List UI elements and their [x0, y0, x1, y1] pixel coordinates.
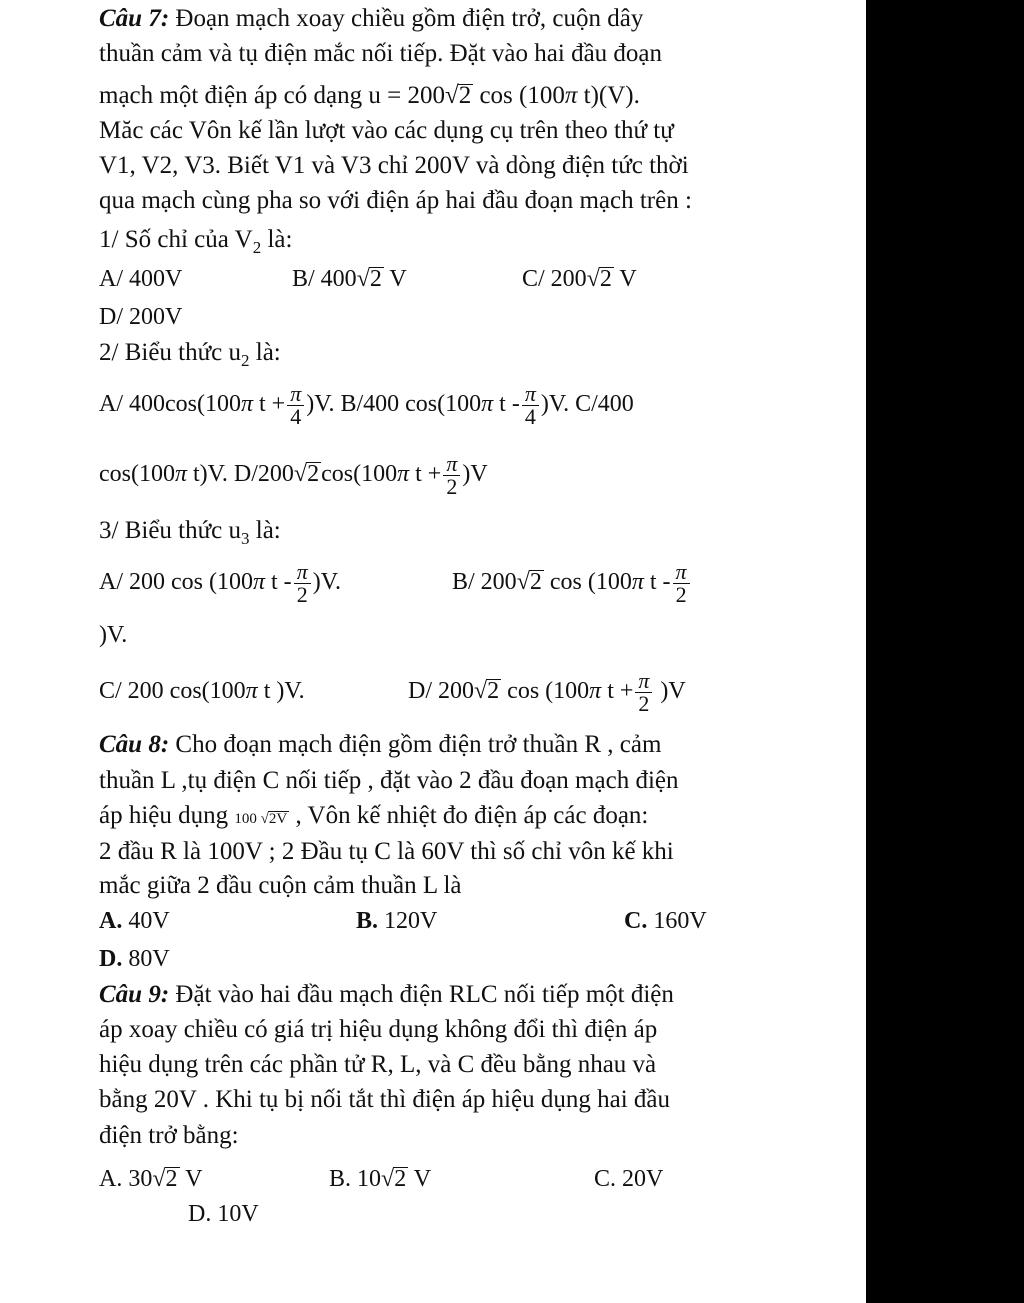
sqrt-symbol: √: [152, 1166, 166, 1192]
pi-symbol: π: [252, 569, 266, 595]
q8-line-5: mắc giữa 2 đầu cuộn cảm thuần L là: [99, 872, 462, 899]
option-unit: V: [383, 266, 407, 292]
q8-option-d[interactable]: [99, 944, 170, 974]
sqrt-arg: 2: [458, 82, 472, 109]
option-unit: V: [408, 1166, 432, 1192]
q8-option-c[interactable]: [624, 906, 707, 936]
q9-line-5: điện trở bằng:: [99, 1122, 239, 1149]
pi-symbol: π: [481, 391, 494, 417]
q8-line-1: [99, 730, 661, 760]
pi-symbol: π: [564, 82, 578, 109]
pi-symbol: π: [631, 569, 644, 595]
q8-line-4: 2 đầu R là 100V ; 2 Đầu tụ C là 60V thì số chỉ vôn kế khi: [99, 838, 674, 865]
option-text: t +: [601, 678, 634, 704]
q7-text-3b: cos (100: [473, 82, 565, 109]
q8-label: Câu 8:: [99, 731, 170, 758]
option-text: t -: [265, 569, 292, 595]
q7-s1-option-a[interactable]: A/ 400V: [99, 266, 183, 292]
q9-option-d[interactable]: D. 10V: [188, 1201, 259, 1227]
option-unit: V: [179, 1166, 203, 1192]
sqrt-arg: 2: [307, 461, 320, 487]
q7-label: Câu 7:: [99, 5, 170, 32]
option-text: )V: [462, 461, 488, 487]
option-text: )V. C/400: [540, 391, 634, 417]
option-text: A/ 400cos(100: [99, 391, 241, 417]
option-letter: C.: [624, 908, 648, 934]
fraction: $\frac{\pi}{4}$: [522, 383, 539, 428]
sqrt-symbol: √: [586, 266, 600, 292]
q9-label: Câu 9:: [99, 981, 170, 1008]
q7-s3-option-d[interactable]: [408, 667, 686, 715]
option-text: B. 10: [329, 1166, 382, 1192]
sqrt-arg: 2: [599, 266, 612, 292]
sqrt-symbol: √: [260, 811, 269, 827]
q8-text-1: Cho đoạn mạch điện gồm điện trở thuần R , cảm: [169, 731, 662, 758]
option-text: )V.: [312, 569, 341, 595]
q7-line-5: V1, V2, V3. Biết V1 và V3 chỉ 200V và dòng điện tức thời: [99, 152, 689, 179]
q7-text-3c: t)(V).: [577, 82, 640, 109]
q7-sub1-heading: [99, 225, 292, 255]
q7-s3-option-c[interactable]: [99, 667, 305, 715]
sqrt-arg: 2V: [268, 811, 288, 827]
option-text: B/ 200: [452, 569, 517, 595]
option-text: C/ 200: [522, 266, 587, 292]
q9-option-c[interactable]: C. 20V: [594, 1166, 664, 1192]
option-text: )V. B/400 cos(100: [306, 391, 482, 417]
option-text: t)V. D/200: [187, 461, 294, 487]
q7-s1-option-b[interactable]: [292, 264, 407, 294]
option-letter: A.: [99, 908, 123, 934]
q7-s2-line-1[interactable]: [99, 380, 634, 428]
q7-sub3-text-end: là:: [249, 517, 281, 544]
q7-sub1-text: 1/ Số chỉ của V: [99, 226, 253, 253]
q7-sub2-text: 2/ Biểu thức u: [99, 339, 242, 366]
q7-line-4: Măc các Vôn kế lần lượt vào các dụng cụ trên theo thứ tự: [99, 117, 674, 144]
q7-line-1: [99, 4, 643, 34]
option-text: C/ 200 cos(100: [99, 678, 246, 704]
option-text: )V: [654, 678, 686, 704]
sqrt-symbol: √: [356, 266, 370, 292]
fraction: $\frac{\pi}{2}$: [673, 561, 690, 606]
sqrt-arg: 2: [369, 266, 382, 292]
q7-line-6: qua mạch cùng pha so với điện áp hai đầu đoạn mạch trên :: [99, 187, 692, 214]
q8-option-a[interactable]: [99, 906, 170, 936]
sqrt-arg: 2: [165, 1166, 178, 1192]
option-letter: D.: [99, 946, 123, 972]
sqrt-symbol: √: [474, 678, 488, 704]
subscript: 2: [241, 351, 250, 370]
small-formula: [234, 811, 289, 827]
q7-sub3-heading: [99, 516, 281, 546]
option-text: 80V: [122, 946, 170, 972]
q7-text-3a: mạch một điện áp có dạng u = 200: [99, 82, 445, 109]
option-text: t -: [643, 569, 671, 595]
sqrt-symbol: √: [293, 461, 308, 487]
small-formula-number: 100: [234, 811, 257, 827]
option-text: cos(100: [99, 461, 175, 487]
q7-sub2-heading: [99, 338, 281, 368]
q7-line-3: [99, 81, 640, 111]
pi-symbol: π: [589, 678, 602, 704]
q7-s1-option-d[interactable]: D/ 200V: [99, 304, 183, 330]
q7-s2-line-2[interactable]: [99, 450, 488, 498]
option-text: t +: [409, 461, 442, 487]
subscript: 2: [252, 238, 262, 257]
sqrt-arg: 2: [529, 569, 542, 595]
q9-line-3: hiệu dụng trên các phần tử R, L, và C đều bằng nhau và: [99, 1051, 657, 1078]
pi-symbol: π: [240, 391, 254, 417]
sqrt-arg: 2: [487, 678, 500, 704]
q9-line-1: [99, 980, 674, 1010]
option-unit: V: [613, 266, 637, 292]
option-text: 40V: [122, 908, 170, 934]
option-text: t -: [493, 391, 520, 417]
q7-sub1-text-end: là:: [261, 226, 293, 253]
option-text: B/ 400: [292, 266, 357, 292]
q7-text-1: Đoạn mạch xoay chiều gồm điện trở, cuộn dây: [169, 5, 644, 32]
q9-line-2: áp xoay chiều có giá trị hiệu dụng không đổi thì điện áp: [99, 1016, 658, 1043]
q7-sub3-text: 3/ Biểu thức u: [99, 517, 242, 544]
q9-option-a[interactable]: [99, 1164, 202, 1194]
sqrt-arg: 2: [394, 1166, 407, 1192]
option-text: A. 30: [99, 1166, 153, 1192]
q8-option-b[interactable]: [356, 906, 437, 936]
option-text: A/ 200 cos (100: [99, 569, 253, 595]
subscript: 3: [241, 529, 250, 548]
q9-line-4: bằng 20V . Khi tụ bị nối tắt thì điện áp hiệu dụng hai đầu: [99, 1086, 670, 1113]
option-text: t +: [253, 391, 286, 417]
pi-symbol: π: [174, 461, 188, 487]
q8-line-3: [99, 801, 648, 834]
q9-option-b[interactable]: [329, 1164, 431, 1194]
pi-symbol: π: [245, 678, 258, 704]
option-letter: B.: [356, 908, 379, 934]
q7-s3-option-a[interactable]: [99, 558, 341, 606]
option-text: cos (100: [501, 678, 590, 704]
q9-text-1: Đặt vào hai đầu mạch điện RLC nối tiếp một điện: [169, 981, 674, 1008]
q7-sub2-text-end: là:: [249, 339, 281, 366]
sqrt-symbol: √: [444, 82, 459, 109]
q7-line-2: thuần cảm và tụ điện mắc nối tiếp. Đặt vào hai đầu đoạn: [99, 40, 663, 67]
q8-text-3b: , Vôn kế nhiệt đo điện áp các đoạn:: [289, 802, 649, 829]
option-text: t )V.: [257, 678, 305, 704]
q7-s3-option-b[interactable]: [452, 558, 692, 606]
q7-s3-option-b-cont: )V.: [99, 622, 128, 648]
option-text: D/ 200: [408, 678, 474, 704]
sqrt-symbol: √: [516, 569, 530, 595]
pi-symbol: π: [397, 461, 410, 487]
q7-s1-option-c[interactable]: [522, 264, 637, 294]
q8-text-3a: áp hiệu dụng: [99, 802, 235, 829]
option-text: cos(100: [321, 461, 398, 487]
option-text: cos (100: [543, 569, 632, 595]
fraction: $\frac{\pi}{2}$: [443, 453, 460, 498]
sqrt-symbol: √: [381, 1166, 395, 1192]
fraction: $\frac{\pi}{2}$: [294, 561, 311, 606]
fraction: $\frac{\pi}{4}$: [287, 383, 304, 428]
q8-line-2: thuần L ,tụ điện C nối tiếp , đặt vào 2 đầu đoạn mạch điện: [99, 767, 679, 794]
option-text: 120V: [378, 908, 438, 934]
fraction: $\frac{\pi}{2}$: [635, 670, 652, 715]
option-text: 160V: [647, 908, 707, 934]
